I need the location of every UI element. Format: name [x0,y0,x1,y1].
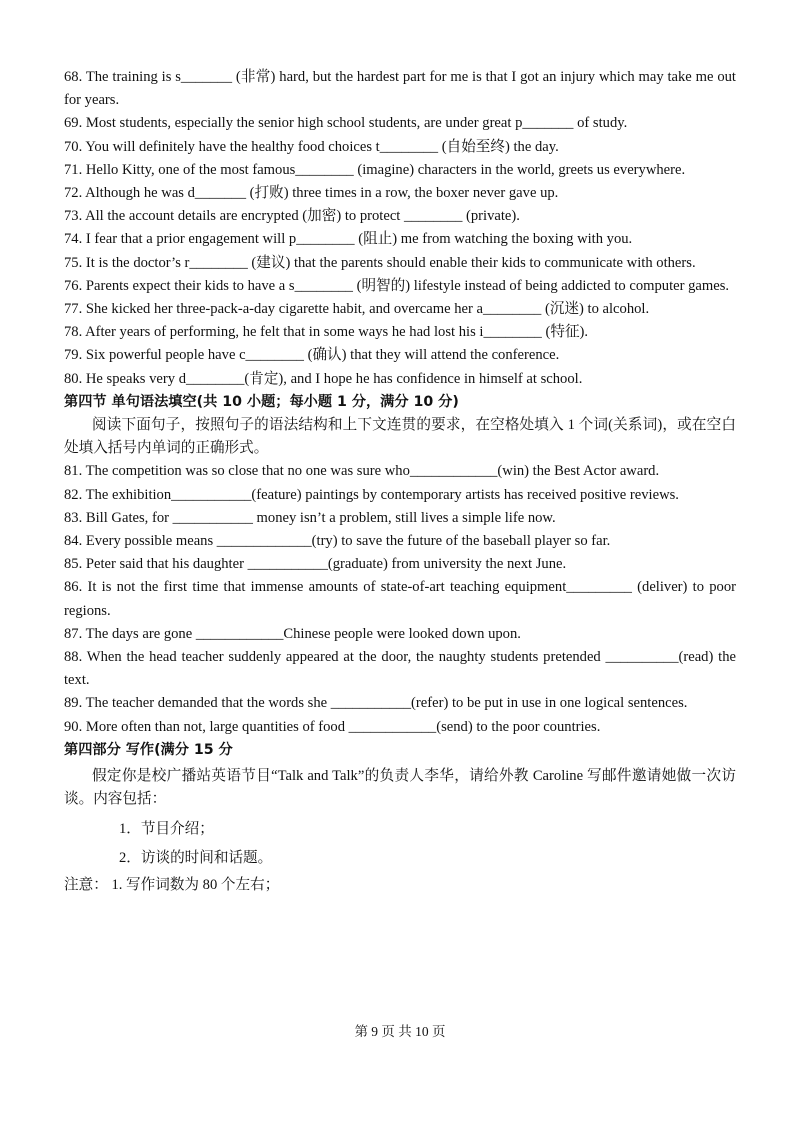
question-item: 81. The competition was so close that no one was sure who____________(win) the Best Actor award. [64,463,660,480]
question-item: 83. Bill Gates, for ___________ money isn’t a problem, still lives a simple life now. [64,509,556,526]
question-item: 68. The training is s_______ (非常) hard, but the hardest part for me is that I got an injury which may take me out for years. [64,69,736,109]
note-item: 1. 写作词数为 80 个左右； [111,876,280,893]
question-item: 70. You will definitely have the healthy food choices t________ (自始至终) the day. [64,138,559,155]
content-point: 2．访谈的时间和话题。 [119,849,273,866]
question-item: 88. When the head teacher suddenly appeared at the door, the naughty students pretended __________(read) the text. [64,649,736,689]
section-heading: 第四节 单句语法填空(共 10 小题；每小题 1 分，满分 10 分) [64,393,459,410]
section-instruction: 阅读下面句子，按照句子的语法结构和上下文连贯的要求，在空格处填入 1 个词(关系词)，或在空白处填入括号内单词的正确形式。 [64,417,736,457]
question-item: 77. She kicked her three-pack-a-day cigarette habit, and overcame her a________ (沉迷) to alcohol. [64,301,650,318]
question-item: 73. All the account details are encrypted (加密) to protect ________ (private). [64,208,520,225]
question-item: 84. Every possible means _____________(try) to save the future of the baseball player so far. [64,533,611,550]
question-item: 69. Most students, especially the senior high school students, are under great p_______ of study. [64,115,628,132]
content-point: 1．节目介绍； [119,820,214,837]
part-heading: 第四部分 写作(满分 15 分 [64,741,233,758]
question-item: 72. Although he was d_______ (打败) three times in a row, the boxer never gave up. [64,185,559,202]
question-item: 89. The teacher demanded that the words she ___________(refer) to be put in use in one logical sentences. [64,695,688,712]
question-item: 74. I fear that a prior engagement will p________ (阻止) me from watching the boxing with you. [64,231,633,248]
question-item: 79. Six powerful people have c________ (确认) that they will attend the conference. [64,347,560,364]
question-item: 90. More often than not, large quantities of food ____________(send) to the poor countries. [64,718,601,735]
exam-page [64,66,736,897]
notes [64,874,736,897]
question-item: 76. Parents expect their kids to have a s________ (明智的) lifestyle instead of being addicted to computer games. [64,277,730,294]
question-list-vocabulary [64,66,736,391]
page-footer: 第 9 页 共 10 页 [354,1024,446,1039]
question-item: 75. It is the doctor’s r________ (建议) that the parents should enable their kids to communicate with others. [64,254,696,271]
question-item: 86. It is not the first time that immense amounts of state-of-art teaching equipment_________ (deliver) to poor regions. [64,579,736,619]
question-list-grammar [64,460,736,738]
question-item: 87. The days are gone ____________Chinese people were looked down upon. [64,625,521,642]
question-item: 82. The exhibition___________(feature) paintings by contemporary artists has received positive reviews. [64,486,679,503]
notes-label: 注意： [64,876,108,893]
question-item: 85. Peter said that his daughter ___________(graduate) from university the next June. [64,556,567,573]
question-item: 71. Hello Kitty, one of the most famous________ (imagine) characters in the world, greets us everywhere. [64,161,686,178]
question-item: 78. After years of performing, he felt that in some ways he had lost his i________ (特征). [64,324,589,341]
writing-instruction: 假定你是校广播站英语节目“Talk and Talk”的负责人李华，请给外教 Caroline 写邮件邀请她做一次访谈。内容包括： [64,768,736,808]
question-item: 80. He speaks very d________(肯定), and I hope he has confidence in himself at school. [64,370,583,387]
